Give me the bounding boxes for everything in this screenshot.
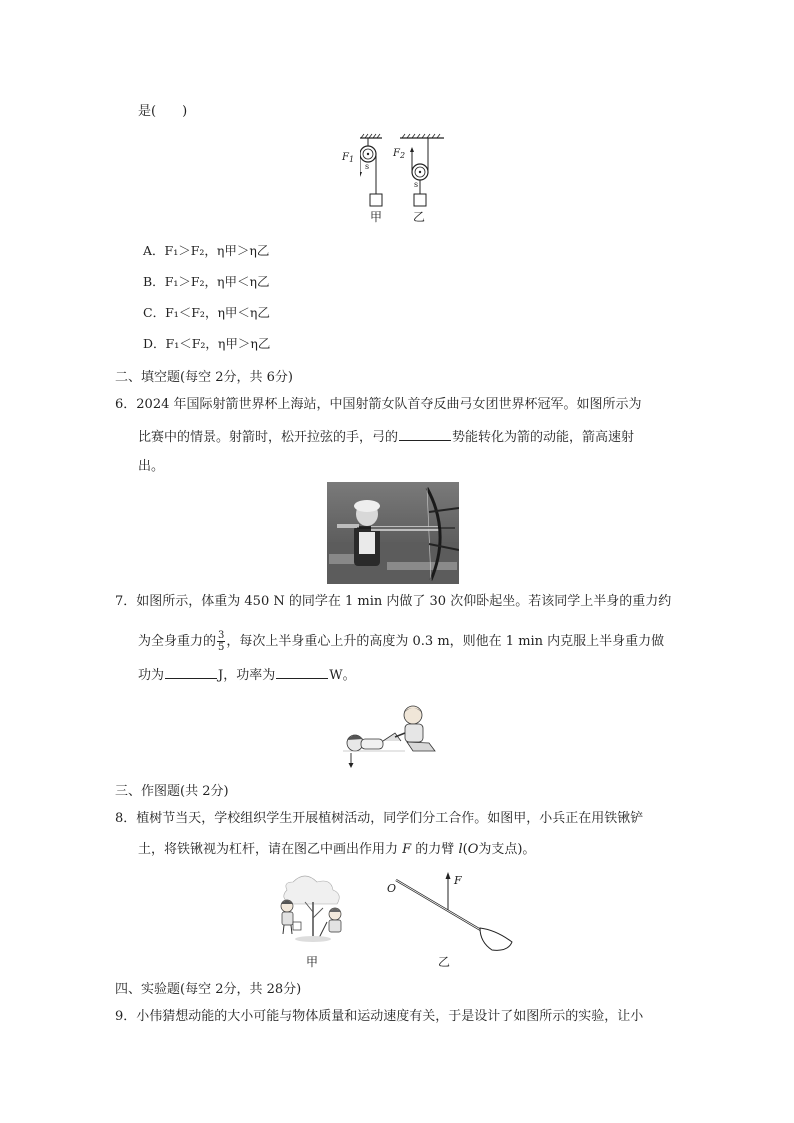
q7-blank-power[interactable]	[276, 666, 328, 679]
fraction-three-fifths: $\frac{3}{5}$	[218, 630, 225, 653]
force-f2-label: $F_2$	[393, 148, 406, 160]
situp-illustration	[343, 703, 443, 769]
q8-line-2: 土，将铁锹视为杠杆，请在图乙中画出作用力 F 的力臂 l(O为支点)。	[138, 842, 536, 857]
q8-line-1: 8．植树节当天，学校组织学生开展植树活动，同学们分工合作。如图甲，小兵正在用铁锹铲	[115, 811, 644, 826]
option-c: C．F₁＜F₂，η甲＜η乙	[143, 305, 270, 320]
q7-line-3: 功为 J，功率为 W。	[138, 668, 356, 683]
q7-line-2: 为全身重力的 $\frac{3}{5}$ ，每次上半身重心上升的高度为 0.3 m，则他在 1 min 内克服上半身重力做	[138, 630, 665, 653]
option-b: B．F₁＞F₂，η甲＜η乙	[143, 274, 270, 289]
figure-label-yi-2: 乙	[438, 955, 451, 969]
section-3-heading: 三、作图题(共 2分)	[115, 784, 229, 799]
rope-s-label-right: s	[414, 180, 419, 189]
figure-label-jia: 甲	[370, 210, 383, 224]
figure-label-jia-2: 甲	[306, 955, 319, 969]
option-a: A．F₁＞F₂，η甲＞η乙	[143, 243, 270, 258]
q7-blank-work[interactable]	[165, 666, 217, 679]
archery-photo	[327, 482, 459, 584]
pivot-o-label: O	[387, 882, 397, 895]
q9-line-1: 9．小伟猜想动能的大小可能与物体质量和运动速度有关，于是设计了如图所示的实验，让小	[115, 1009, 644, 1024]
q6-line-2: 比赛中的情景。射箭时，松开拉弦的手，弓的 势能转化为箭的动能，箭高速射	[138, 430, 635, 445]
tree-planting-illustration	[273, 872, 355, 944]
figure-label-yi: 乙	[413, 210, 426, 224]
q6-line-3: 出。	[138, 459, 165, 474]
force-f-label: F	[454, 874, 462, 887]
section-4-heading: 四、实验题(每空 2分，共 28分)	[115, 982, 302, 997]
question-5-tail: 是( )	[138, 104, 188, 119]
q7-line-1: 7．如图所示，体重为 450 N 的同学在 1 min 内做了 30 次仰卧起坐。若该同学上半身的重力约	[115, 594, 672, 609]
rope-s-label-left: s	[365, 162, 370, 171]
section-2-heading: 二、填空题(每空 2分，共 6分)	[115, 370, 293, 385]
q6-blank[interactable]	[399, 428, 451, 441]
shovel-diagram	[384, 870, 519, 954]
pulley-figure	[342, 132, 450, 224]
option-d: D．F₁＜F₂，η甲＞η乙	[143, 336, 271, 351]
force-f1-label: $F_1$	[342, 152, 355, 164]
q6-line-1: 6．2024 年国际射箭世界杯上海站，中国射箭女队首夺反曲弓女团世界杯冠军。如图所示为	[115, 397, 642, 412]
